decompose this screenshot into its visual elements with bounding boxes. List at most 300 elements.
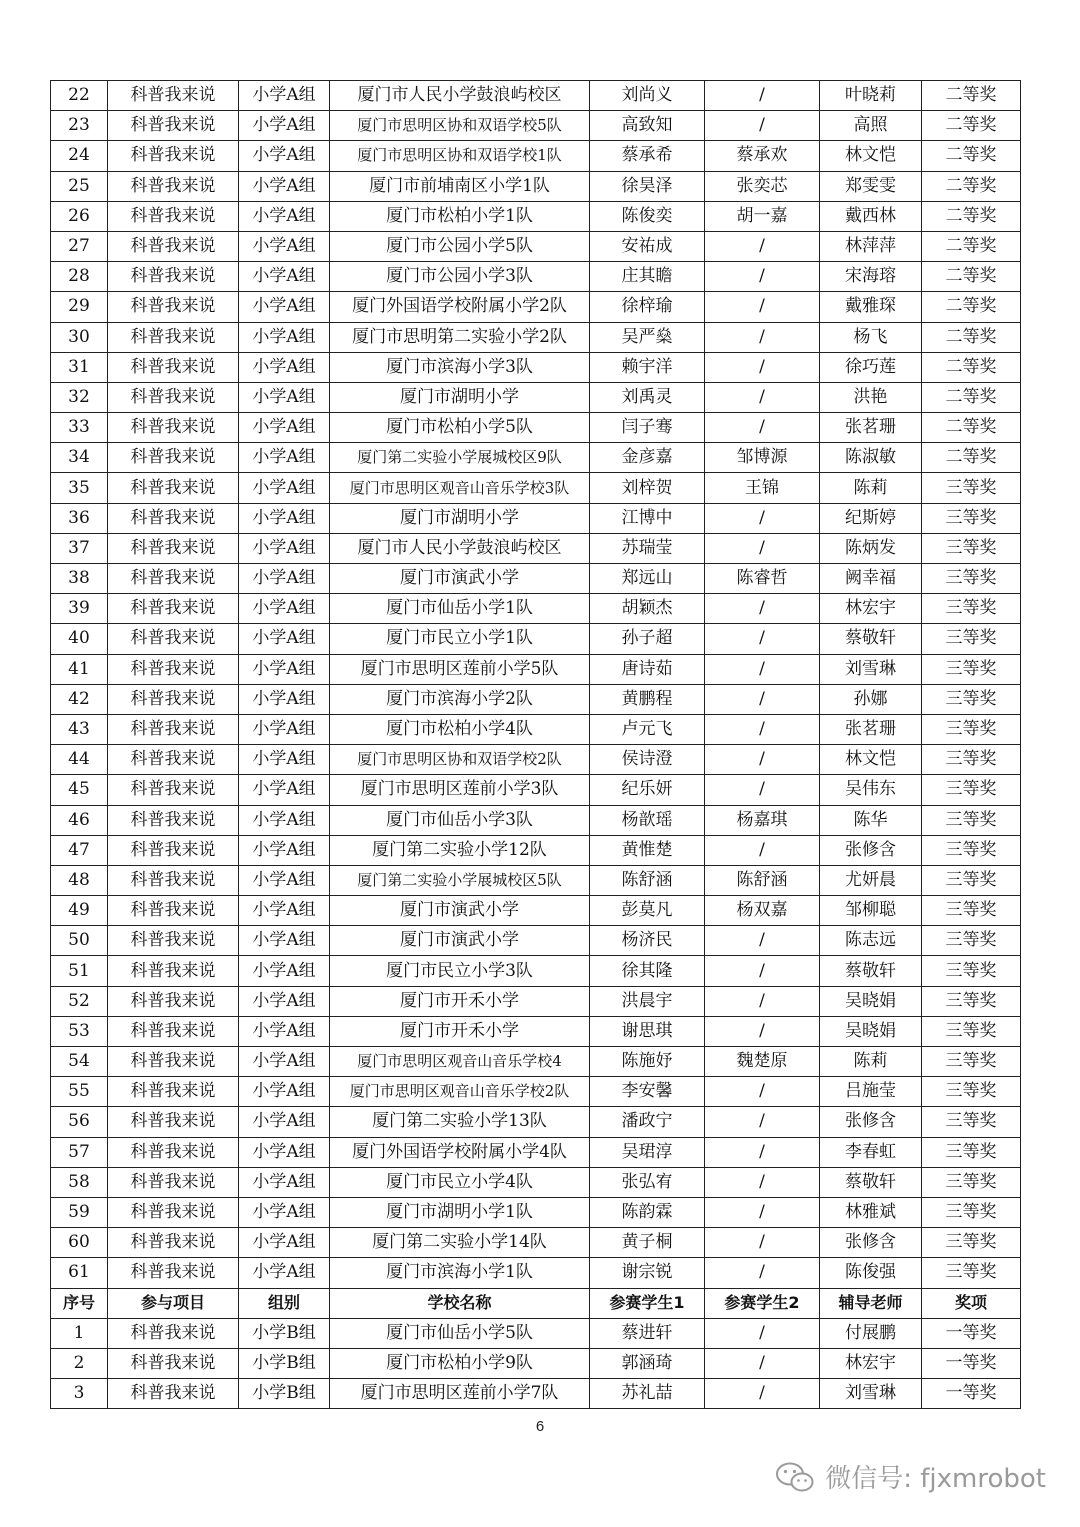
cell-group: 小学A组 bbox=[239, 564, 330, 594]
cell-student-2: / bbox=[705, 714, 820, 744]
cell-group: 小学A组 bbox=[239, 262, 330, 292]
cell-student-2: / bbox=[705, 322, 820, 352]
cell-student-1: 陈舒涵 bbox=[590, 865, 705, 895]
cell-index: 47 bbox=[51, 835, 108, 865]
cell-school: 厦门市思明区观音山音乐学校4 bbox=[330, 1047, 590, 1077]
cell-project: 科普我来说 bbox=[108, 654, 239, 684]
cell-project: 科普我来说 bbox=[108, 413, 239, 443]
cell-student-2: / bbox=[705, 1258, 820, 1288]
cell-student-1: 孙子超 bbox=[590, 624, 705, 654]
cell-group: 小学A组 bbox=[239, 594, 330, 624]
cell-student-1: 蔡进轩 bbox=[590, 1318, 705, 1348]
cell-project: 科普我来说 bbox=[108, 865, 239, 895]
cell-school: 厦门市滨海小学2队 bbox=[330, 684, 590, 714]
table-row bbox=[51, 986, 1021, 1016]
cell-school: 厦门市湖明小学 bbox=[330, 503, 590, 533]
cell-project: 科普我来说 bbox=[108, 594, 239, 624]
cell-school: 厦门市公园小学3队 bbox=[330, 262, 590, 292]
cell-group: 小学A组 bbox=[239, 111, 330, 141]
cell-index: 30 bbox=[51, 322, 108, 352]
cell-index: 26 bbox=[51, 201, 108, 231]
cell-group: 小学A组 bbox=[239, 624, 330, 654]
cell-student-2: / bbox=[705, 292, 820, 322]
cell-school: 厦门第二实验小学展城校区5队 bbox=[330, 865, 590, 895]
cell-school: 厦门市松柏小学5队 bbox=[330, 413, 590, 443]
cell-teacher: 陈华 bbox=[820, 805, 922, 835]
cell-teacher: 戴西林 bbox=[820, 201, 922, 231]
cell-student-2: / bbox=[705, 1107, 820, 1137]
cell-student-1: 徐其隆 bbox=[590, 956, 705, 986]
cell-school: 厦门市仙岳小学5队 bbox=[330, 1318, 590, 1348]
table-row bbox=[51, 564, 1021, 594]
table-row bbox=[51, 956, 1021, 986]
cell-student-1: 李安馨 bbox=[590, 1077, 705, 1107]
table-row bbox=[51, 1258, 1021, 1288]
cell-teacher: 吕施莹 bbox=[820, 1077, 922, 1107]
cell-group: 小学A组 bbox=[239, 292, 330, 322]
cell-teacher: 林宏宇 bbox=[820, 1348, 922, 1378]
header-teacher: 辅导老师 bbox=[820, 1288, 922, 1318]
cell-award: 一等奖 bbox=[922, 1318, 1021, 1348]
cell-award: 三等奖 bbox=[922, 714, 1021, 744]
cell-teacher: 林萍萍 bbox=[820, 231, 922, 261]
cell-teacher: 吴晓娟 bbox=[820, 1016, 922, 1046]
cell-project: 科普我来说 bbox=[108, 1348, 239, 1378]
cell-student-1: 潘政宁 bbox=[590, 1107, 705, 1137]
cell-teacher: 洪艳 bbox=[820, 382, 922, 412]
table-row bbox=[51, 111, 1021, 141]
cell-teacher: 陈俊强 bbox=[820, 1258, 922, 1288]
cell-student-1: 陈韵霖 bbox=[590, 1197, 705, 1227]
cell-teacher: 叶晓莉 bbox=[820, 81, 922, 111]
cell-award: 三等奖 bbox=[922, 684, 1021, 714]
cell-project: 科普我来说 bbox=[108, 714, 239, 744]
cell-teacher: 徐巧莲 bbox=[820, 352, 922, 382]
cell-student-2: 魏楚原 bbox=[705, 1047, 820, 1077]
table-row bbox=[51, 594, 1021, 624]
cell-project: 科普我来说 bbox=[108, 171, 239, 201]
cell-student-1: 刘禹灵 bbox=[590, 382, 705, 412]
cell-project: 科普我来说 bbox=[108, 896, 239, 926]
cell-student-1: 张弘宥 bbox=[590, 1167, 705, 1197]
header-group: 组别 bbox=[239, 1288, 330, 1318]
cell-student-2: / bbox=[705, 1137, 820, 1167]
cell-teacher: 张修含 bbox=[820, 835, 922, 865]
cell-student-2: 陈舒涵 bbox=[705, 865, 820, 895]
cell-school: 厦门市仙岳小学3队 bbox=[330, 805, 590, 835]
cell-project: 科普我来说 bbox=[108, 1258, 239, 1288]
cell-index: 53 bbox=[51, 1016, 108, 1046]
cell-student-2: / bbox=[705, 1077, 820, 1107]
cell-project: 科普我来说 bbox=[108, 564, 239, 594]
cell-student-2: / bbox=[705, 111, 820, 141]
cell-group: 小学A组 bbox=[239, 322, 330, 352]
cell-group: 小学A组 bbox=[239, 1197, 330, 1227]
cell-award: 三等奖 bbox=[922, 835, 1021, 865]
cell-award: 三等奖 bbox=[922, 1137, 1021, 1167]
cell-award: 二等奖 bbox=[922, 201, 1021, 231]
cell-school: 厦门市湖明小学1队 bbox=[330, 1197, 590, 1227]
cell-index: 49 bbox=[51, 896, 108, 926]
cell-teacher: 李春虹 bbox=[820, 1137, 922, 1167]
cell-award: 二等奖 bbox=[922, 413, 1021, 443]
cell-award: 三等奖 bbox=[922, 956, 1021, 986]
cell-student-2: / bbox=[705, 352, 820, 382]
cell-group: 小学A组 bbox=[239, 956, 330, 986]
table-row bbox=[51, 382, 1021, 412]
wechat-icon bbox=[775, 1461, 815, 1493]
cell-index: 59 bbox=[51, 1197, 108, 1227]
table-row bbox=[51, 865, 1021, 895]
cell-award: 二等奖 bbox=[922, 292, 1021, 322]
cell-student-2: / bbox=[705, 926, 820, 956]
cell-group: 小学A组 bbox=[239, 896, 330, 926]
table-row bbox=[51, 1167, 1021, 1197]
table-row bbox=[51, 352, 1021, 382]
cell-student-1: 徐昊泽 bbox=[590, 171, 705, 201]
cell-index: 40 bbox=[51, 624, 108, 654]
cell-group: 小学A组 bbox=[239, 503, 330, 533]
cell-project: 科普我来说 bbox=[108, 624, 239, 654]
cell-student-1: 杨济民 bbox=[590, 926, 705, 956]
table-row bbox=[51, 624, 1021, 654]
cell-index: 55 bbox=[51, 1077, 108, 1107]
cell-school: 厦门市开禾小学 bbox=[330, 1016, 590, 1046]
cell-award: 二等奖 bbox=[922, 111, 1021, 141]
cell-school: 厦门市公园小学5队 bbox=[330, 231, 590, 261]
table-row bbox=[51, 1228, 1021, 1258]
cell-index: 46 bbox=[51, 805, 108, 835]
cell-teacher: 林文恺 bbox=[820, 745, 922, 775]
cell-group: 小学A组 bbox=[239, 865, 330, 895]
cell-school: 厦门第二实验小学14队 bbox=[330, 1228, 590, 1258]
cell-award: 二等奖 bbox=[922, 262, 1021, 292]
cell-student-2: 蔡承欢 bbox=[705, 141, 820, 171]
table-row bbox=[51, 533, 1021, 563]
cell-index: 36 bbox=[51, 503, 108, 533]
cell-index: 43 bbox=[51, 714, 108, 744]
cell-index: 45 bbox=[51, 775, 108, 805]
cell-student-2: 胡一嘉 bbox=[705, 201, 820, 231]
table-row bbox=[51, 443, 1021, 473]
cell-index: 28 bbox=[51, 262, 108, 292]
table-row bbox=[51, 473, 1021, 503]
cell-student-2: / bbox=[705, 1016, 820, 1046]
cell-student-2: / bbox=[705, 684, 820, 714]
cell-project: 科普我来说 bbox=[108, 1197, 239, 1227]
cell-index: 25 bbox=[51, 171, 108, 201]
cell-student-2: / bbox=[705, 986, 820, 1016]
cell-project: 科普我来说 bbox=[108, 443, 239, 473]
cell-index: 3 bbox=[51, 1379, 108, 1409]
cell-award: 三等奖 bbox=[922, 1167, 1021, 1197]
cell-student-1: 蔡承希 bbox=[590, 141, 705, 171]
cell-award: 一等奖 bbox=[922, 1348, 1021, 1378]
cell-group: 小学A组 bbox=[239, 171, 330, 201]
cell-school: 厦门市开禾小学 bbox=[330, 986, 590, 1016]
cell-group: 小学A组 bbox=[239, 714, 330, 744]
cell-project: 科普我来说 bbox=[108, 684, 239, 714]
cell-project: 科普我来说 bbox=[108, 805, 239, 835]
table-row bbox=[51, 201, 1021, 231]
cell-award: 三等奖 bbox=[922, 564, 1021, 594]
cell-index: 44 bbox=[51, 745, 108, 775]
cell-project: 科普我来说 bbox=[108, 231, 239, 261]
cell-group: 小学A组 bbox=[239, 1077, 330, 1107]
cell-teacher: 张修含 bbox=[820, 1228, 922, 1258]
cell-group: 小学A组 bbox=[239, 1047, 330, 1077]
cell-award: 三等奖 bbox=[922, 1107, 1021, 1137]
cell-student-1: 黄惟楚 bbox=[590, 835, 705, 865]
cell-project: 科普我来说 bbox=[108, 473, 239, 503]
table-row bbox=[51, 81, 1021, 111]
cell-teacher: 付展鹏 bbox=[820, 1318, 922, 1348]
cell-project: 科普我来说 bbox=[108, 1167, 239, 1197]
header-student-2: 参赛学生2 bbox=[705, 1288, 820, 1318]
cell-index: 61 bbox=[51, 1258, 108, 1288]
cell-school: 厦门市仙岳小学1队 bbox=[330, 594, 590, 624]
cell-award: 三等奖 bbox=[922, 1228, 1021, 1258]
cell-index: 32 bbox=[51, 382, 108, 412]
cell-student-1: 卢元飞 bbox=[590, 714, 705, 744]
cell-student-2: 王锦 bbox=[705, 473, 820, 503]
cell-school: 厦门第二实验小学展城校区9队 bbox=[330, 443, 590, 473]
cell-award: 三等奖 bbox=[922, 775, 1021, 805]
cell-student-2: / bbox=[705, 413, 820, 443]
cell-teacher: 林宏宇 bbox=[820, 594, 922, 624]
cell-award: 三等奖 bbox=[922, 865, 1021, 895]
cell-student-1: 刘梓贺 bbox=[590, 473, 705, 503]
cell-group: 小学A组 bbox=[239, 81, 330, 111]
cell-student-1: 郭涵琦 bbox=[590, 1348, 705, 1378]
cell-award: 二等奖 bbox=[922, 141, 1021, 171]
cell-school: 厦门市思明区协和双语学校2队 bbox=[330, 745, 590, 775]
cell-index: 23 bbox=[51, 111, 108, 141]
table-row bbox=[51, 835, 1021, 865]
cell-school: 厦门市思明区莲前小学3队 bbox=[330, 775, 590, 805]
cell-group: 小学A组 bbox=[239, 352, 330, 382]
cell-project: 科普我来说 bbox=[108, 1137, 239, 1167]
cell-student-2: 邹博源 bbox=[705, 443, 820, 473]
cell-teacher: 刘雪琳 bbox=[820, 1379, 922, 1409]
table-row bbox=[51, 292, 1021, 322]
cell-student-2: / bbox=[705, 503, 820, 533]
cell-student-2: / bbox=[705, 835, 820, 865]
cell-project: 科普我来说 bbox=[108, 1077, 239, 1107]
cell-student-2: / bbox=[705, 81, 820, 111]
cell-index: 27 bbox=[51, 231, 108, 261]
cell-student-1: 谢思琪 bbox=[590, 1016, 705, 1046]
cell-school: 厦门市思明区协和双语学校5队 bbox=[330, 111, 590, 141]
cell-student-2: / bbox=[705, 1379, 820, 1409]
cell-school: 厦门市民立小学4队 bbox=[330, 1167, 590, 1197]
cell-project: 科普我来说 bbox=[108, 1016, 239, 1046]
cell-teacher: 吴伟东 bbox=[820, 775, 922, 805]
table-row bbox=[51, 745, 1021, 775]
cell-project: 科普我来说 bbox=[108, 775, 239, 805]
cell-school: 厦门市前埔南区小学1队 bbox=[330, 171, 590, 201]
cell-student-1: 陈施妤 bbox=[590, 1047, 705, 1077]
cell-index: 50 bbox=[51, 926, 108, 956]
cell-group: 小学A组 bbox=[239, 1107, 330, 1137]
cell-student-1: 郑远山 bbox=[590, 564, 705, 594]
cell-index: 24 bbox=[51, 141, 108, 171]
table-row bbox=[51, 1318, 1021, 1348]
cell-teacher: 刘雪琳 bbox=[820, 654, 922, 684]
cell-teacher: 吴晓娟 bbox=[820, 986, 922, 1016]
cell-school: 厦门市湖明小学 bbox=[330, 382, 590, 412]
cell-group: 小学A组 bbox=[239, 1258, 330, 1288]
cell-school: 厦门市人民小学鼓浪屿校区 bbox=[330, 533, 590, 563]
cell-teacher: 林文恺 bbox=[820, 141, 922, 171]
cell-school: 厦门市演武小学 bbox=[330, 564, 590, 594]
cell-index: 33 bbox=[51, 413, 108, 443]
table-row bbox=[51, 141, 1021, 171]
cell-index: 29 bbox=[51, 292, 108, 322]
header-index: 序号 bbox=[51, 1288, 108, 1318]
cell-award: 二等奖 bbox=[922, 322, 1021, 352]
table-row bbox=[51, 1137, 1021, 1167]
cell-award: 三等奖 bbox=[922, 926, 1021, 956]
table-row bbox=[51, 775, 1021, 805]
cell-teacher: 纪斯婷 bbox=[820, 503, 922, 533]
cell-index: 51 bbox=[51, 956, 108, 986]
cell-teacher: 戴雅琛 bbox=[820, 292, 922, 322]
cell-school: 厦门第二实验小学13队 bbox=[330, 1107, 590, 1137]
cell-group: 小学A组 bbox=[239, 805, 330, 835]
cell-student-1: 高致知 bbox=[590, 111, 705, 141]
cell-group: 小学A组 bbox=[239, 1228, 330, 1258]
header-award: 奖项 bbox=[922, 1288, 1021, 1318]
table-row bbox=[51, 714, 1021, 744]
cell-school: 厦门市松柏小学9队 bbox=[330, 1348, 590, 1378]
cell-project: 科普我来说 bbox=[108, 141, 239, 171]
cell-school: 厦门市思明区观音山音乐学校2队 bbox=[330, 1077, 590, 1107]
table-row bbox=[51, 1107, 1021, 1137]
cell-award: 三等奖 bbox=[922, 986, 1021, 1016]
cell-student-2: / bbox=[705, 262, 820, 292]
cell-student-1: 赖宇洋 bbox=[590, 352, 705, 382]
cell-award: 三等奖 bbox=[922, 624, 1021, 654]
cell-award: 三等奖 bbox=[922, 594, 1021, 624]
table-row bbox=[51, 896, 1021, 926]
cell-index: 1 bbox=[51, 1318, 108, 1348]
cell-index: 41 bbox=[51, 654, 108, 684]
cell-student-2: / bbox=[705, 594, 820, 624]
cell-index: 38 bbox=[51, 564, 108, 594]
cell-award: 二等奖 bbox=[922, 81, 1021, 111]
cell-project: 科普我来说 bbox=[108, 201, 239, 231]
cell-student-2: / bbox=[705, 654, 820, 684]
cell-group: 小学A组 bbox=[239, 684, 330, 714]
table-row bbox=[51, 1379, 1021, 1409]
cell-student-1: 刘尚义 bbox=[590, 81, 705, 111]
cell-teacher: 陈莉 bbox=[820, 1047, 922, 1077]
cell-group: 小学A组 bbox=[239, 382, 330, 412]
cell-student-1: 苏瑞莹 bbox=[590, 533, 705, 563]
cell-index: 22 bbox=[51, 81, 108, 111]
table-row bbox=[51, 262, 1021, 292]
page-number: 6 bbox=[535, 1418, 545, 1435]
cell-teacher: 蔡敬轩 bbox=[820, 956, 922, 986]
cell-group: 小学A组 bbox=[239, 1016, 330, 1046]
header-school: 学校名称 bbox=[330, 1288, 590, 1318]
cell-group: 小学A组 bbox=[239, 835, 330, 865]
cell-student-2: / bbox=[705, 533, 820, 563]
cell-student-2: / bbox=[705, 1167, 820, 1197]
cell-award: 三等奖 bbox=[922, 745, 1021, 775]
table-row bbox=[51, 503, 1021, 533]
cell-project: 科普我来说 bbox=[108, 81, 239, 111]
awards-table bbox=[50, 80, 1021, 1409]
cell-teacher: 蔡敬轩 bbox=[820, 1167, 922, 1197]
cell-student-2: 张奕芯 bbox=[705, 171, 820, 201]
cell-project: 科普我来说 bbox=[108, 352, 239, 382]
cell-award: 二等奖 bbox=[922, 352, 1021, 382]
cell-student-1: 苏礼喆 bbox=[590, 1379, 705, 1409]
cell-student-1: 庄其瞻 bbox=[590, 262, 705, 292]
cell-project: 科普我来说 bbox=[108, 322, 239, 352]
cell-teacher: 陈志远 bbox=[820, 926, 922, 956]
cell-school: 厦门外国语学校附属小学2队 bbox=[330, 292, 590, 322]
cell-student-2: 杨嘉琪 bbox=[705, 805, 820, 835]
cell-school: 厦门市思明第二实验小学2队 bbox=[330, 322, 590, 352]
cell-index: 37 bbox=[51, 533, 108, 563]
cell-group: 小学A组 bbox=[239, 986, 330, 1016]
cell-student-1: 江博中 bbox=[590, 503, 705, 533]
cell-school: 厦门市演武小学 bbox=[330, 896, 590, 926]
cell-student-2: / bbox=[705, 956, 820, 986]
cell-teacher: 林雅斌 bbox=[820, 1197, 922, 1227]
cell-student-2: 杨双嘉 bbox=[705, 896, 820, 926]
cell-student-2: / bbox=[705, 1318, 820, 1348]
cell-student-1: 闫子骞 bbox=[590, 413, 705, 443]
cell-group: 小学A组 bbox=[239, 473, 330, 503]
cell-student-1: 徐梓瑜 bbox=[590, 292, 705, 322]
cell-student-2: / bbox=[705, 382, 820, 412]
cell-group: 小学B组 bbox=[239, 1318, 330, 1348]
cell-teacher: 阙幸福 bbox=[820, 564, 922, 594]
cell-student-2: / bbox=[705, 1228, 820, 1258]
cell-project: 科普我来说 bbox=[108, 533, 239, 563]
cell-teacher: 高照 bbox=[820, 111, 922, 141]
cell-group: 小学A组 bbox=[239, 1137, 330, 1167]
cell-award: 三等奖 bbox=[922, 1047, 1021, 1077]
cell-project: 科普我来说 bbox=[108, 835, 239, 865]
cell-teacher: 尤妍晨 bbox=[820, 865, 922, 895]
cell-student-1: 吴珺淳 bbox=[590, 1137, 705, 1167]
cell-index: 52 bbox=[51, 986, 108, 1016]
cell-student-1: 杨歆瑶 bbox=[590, 805, 705, 835]
cell-group: 小学A组 bbox=[239, 654, 330, 684]
cell-student-2: / bbox=[705, 745, 820, 775]
cell-award: 三等奖 bbox=[922, 533, 1021, 563]
table-row bbox=[51, 1348, 1021, 1378]
cell-school: 厦门市滨海小学3队 bbox=[330, 352, 590, 382]
cell-project: 科普我来说 bbox=[108, 956, 239, 986]
cell-index: 57 bbox=[51, 1137, 108, 1167]
cell-teacher: 杨飞 bbox=[820, 322, 922, 352]
header-row bbox=[51, 1288, 1021, 1318]
cell-award: 三等奖 bbox=[922, 654, 1021, 684]
cell-group: 小学A组 bbox=[239, 745, 330, 775]
cell-teacher: 郑雯雯 bbox=[820, 171, 922, 201]
cell-student-2: / bbox=[705, 624, 820, 654]
cell-school: 厦门市民立小学1队 bbox=[330, 624, 590, 654]
table-row bbox=[51, 231, 1021, 261]
cell-school: 厦门市滨海小学1队 bbox=[330, 1258, 590, 1288]
cell-teacher: 张茗珊 bbox=[820, 714, 922, 744]
